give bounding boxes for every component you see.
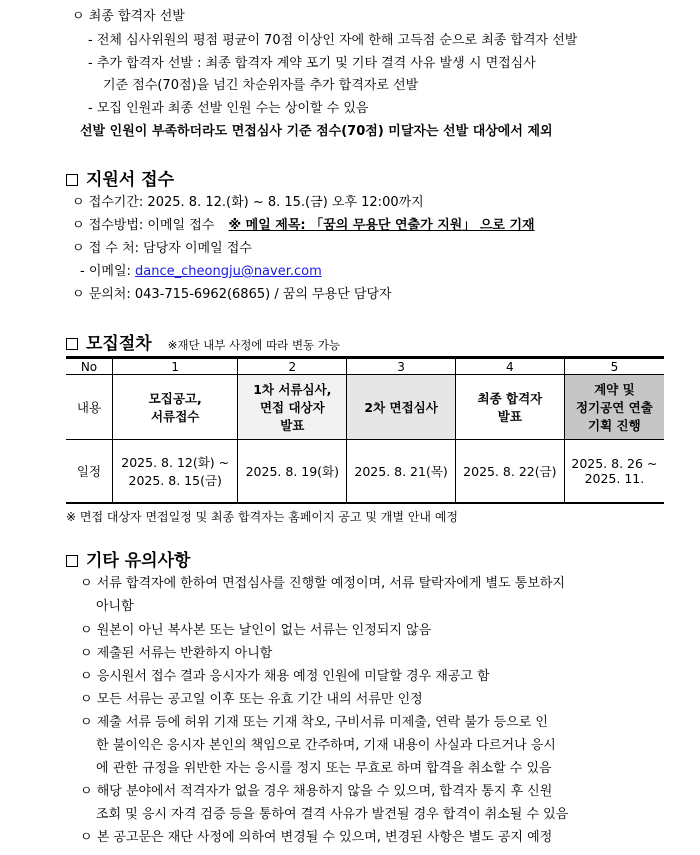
step-2-content-line1: 1차 서류심사,: [253, 382, 332, 397]
application-place: ㅇ 접 수 처: 담당자 이메일 접수: [72, 241, 252, 256]
application-method: [72, 217, 535, 235]
step-1-date-line1: 2025. 8. 12(화) ~: [121, 455, 230, 470]
step-3-content: [347, 375, 456, 440]
table-bottom-rule: [66, 502, 664, 504]
step-1-content-line1: 모집공고,: [148, 391, 202, 406]
header-cell-no: No: [66, 359, 113, 375]
note-2: ㅇ 원본이 아닌 복사본 또는 날인이 없는 서류는 인정되지 않음: [80, 623, 432, 638]
step-2-content-line2: 면접 대상자: [259, 400, 325, 415]
step-1-date-line2: 2025. 8. 15(금): [128, 473, 222, 488]
step-2-content: [238, 375, 347, 440]
procedure-heading: [66, 329, 340, 354]
checkbox-square-icon: [66, 555, 78, 567]
header-cell-5: 5: [564, 359, 664, 375]
table-row-date: [66, 440, 664, 503]
step-5-content-line1: 계약 및: [594, 382, 635, 397]
application-period: ㅇ 접수기간: 2025. 8. 12.(화) ~ 8. 15.(금) 오후 12:00까지: [72, 195, 424, 210]
row-label-content: 내용: [66, 375, 113, 440]
application-method-text: ㅇ 접수방법: 이메일 접수: [72, 218, 215, 233]
step-5-content: [564, 375, 664, 440]
step-4-content-line1: 최종 합격자: [477, 391, 543, 406]
procedure-heading-note: ※재단 내부 사정에 따라 변동 가능: [167, 338, 341, 352]
row-label-date: 일정: [66, 440, 113, 503]
notes-heading: [66, 546, 190, 571]
note-4: ㅇ 응시원서 접수 결과 응시자가 채용 예정 인원에 미달할 경우 재공고 함: [80, 669, 490, 684]
note-7b: 조회 및 응시 자격 검증 등을 통하여 결격 사유가 발견될 경우 합격이 취소될 수 있음: [96, 807, 569, 822]
checkbox-square-icon: [66, 174, 78, 186]
application-method-note: ※ 메일 제목: 「꿈의 무용단 연출가 지원」 으로 기재: [228, 218, 535, 233]
table-row-content: [66, 375, 664, 440]
header-cell-2: 2: [238, 359, 347, 375]
selection-bullet-1: - 전체 심사위원의 평점 평균이 70점 이상인 자에 한해 고득점 순으로 최종 합격자 선발: [88, 33, 578, 48]
table-header-row: [66, 359, 664, 375]
email-label: - 이메일:: [80, 264, 131, 279]
notes-heading-text: 기타 유의사항: [86, 551, 191, 571]
application-contact: ㅇ 문의처: 043-715-6962(6865) / 꿈의 무용단 담당자: [72, 287, 392, 302]
selection-title: ㅇ 최종 합격자 선발: [72, 9, 185, 24]
step-4-content: [455, 375, 564, 440]
step-5-date-line2: 2025. 11.: [584, 471, 645, 486]
step-4-content-line2: 발표: [497, 409, 522, 424]
note-6c: 에 관한 규정을 위반한 자는 응시를 정지 또는 무효로 하며 합격을 취소할 수 있음: [96, 761, 552, 776]
note-6a: ㅇ 제출 서류 등에 허위 기재 또는 기재 착오, 구비서류 미제출, 연락 불가 등으로 인: [80, 715, 548, 730]
step-3-content-line1: 2차 면접심사: [364, 400, 438, 415]
step-2-date: [238, 440, 347, 503]
selection-bullet-3: - 모집 인원과 최종 선발 인원 수는 상이할 수 있음: [88, 101, 369, 116]
step-3-date: [347, 440, 456, 503]
step-4-date: [455, 440, 564, 503]
application-heading: [66, 165, 174, 190]
selection-warning: 선발 인원이 부족하더라도 면접심사 기준 점수(70점) 미달자는 선발 대상에서 제외: [80, 124, 553, 139]
email-link[interactable]: dance_cheongju@naver.com: [135, 264, 322, 279]
application-heading-text: 지원서 접수: [86, 170, 175, 190]
step-1-content: [113, 375, 238, 440]
selection-bullet-2b: 기준 점수(70점)을 넘긴 차순위자를 추가 합격자로 선발: [103, 78, 419, 93]
step-2-date-line1: 2025. 8. 19(화): [245, 464, 340, 479]
step-5-date-line1: 2025. 8. 26 ~: [571, 456, 658, 471]
step-5-content-line3: 기획 진행: [588, 418, 641, 433]
step-1-date: [113, 440, 238, 503]
note-5: ㅇ 모든 서류는 공고일 이후 또는 유효 기간 내의 서류만 인정: [80, 692, 423, 707]
application-email-line: [80, 263, 322, 281]
checkbox-square-icon: [66, 338, 78, 350]
header-cell-4: 4: [455, 359, 564, 375]
procedure-footnote: ※ 면접 대상자 면접일정 및 최종 합격자는 홈페이지 공고 및 개별 안내 예정: [66, 510, 458, 524]
step-5-content-line2: 정기공연 연출: [575, 400, 653, 415]
header-cell-3: 3: [347, 359, 456, 375]
note-6b: 한 불이익은 응시자 본인의 책임으로 간주하며, 기재 내용이 사실과 다르거나 응시: [96, 738, 556, 753]
step-3-date-line1: 2025. 8. 21(목): [354, 464, 448, 479]
selection-bullet-2a: - 추가 합격자 선발 : 최종 합격자 계약 포기 및 기타 결격 사유 발생 시 면접심사: [88, 56, 536, 71]
step-2-content-line3: 발표: [280, 418, 305, 433]
procedure-heading-text: 모집절차: [86, 334, 152, 354]
step-4-date-line1: 2025. 8. 22(금): [463, 464, 557, 479]
note-3: ㅇ 제출된 서류는 반환하지 아니함: [80, 646, 273, 661]
step-1-content-line2: 서류접수: [151, 409, 200, 424]
note-1a: ㅇ 서류 합격자에 한하여 면접심사를 진행할 예정이며, 서류 탈락자에게 별도 통보하지: [80, 576, 565, 591]
note-1b: 아니함: [96, 599, 134, 614]
procedure-table: [66, 358, 664, 503]
note-8: ㅇ 본 공고문은 재단 사정에 의하여 변경될 수 있으며, 변경된 사항은 별도 공지 예정: [80, 830, 553, 845]
step-5-date: [564, 440, 664, 503]
note-7a: ㅇ 해당 분야에서 적격자가 없을 경우 채용하지 않을 수 있으며, 합격자 통지 후 신원: [80, 784, 553, 799]
header-cell-1: 1: [113, 359, 238, 375]
